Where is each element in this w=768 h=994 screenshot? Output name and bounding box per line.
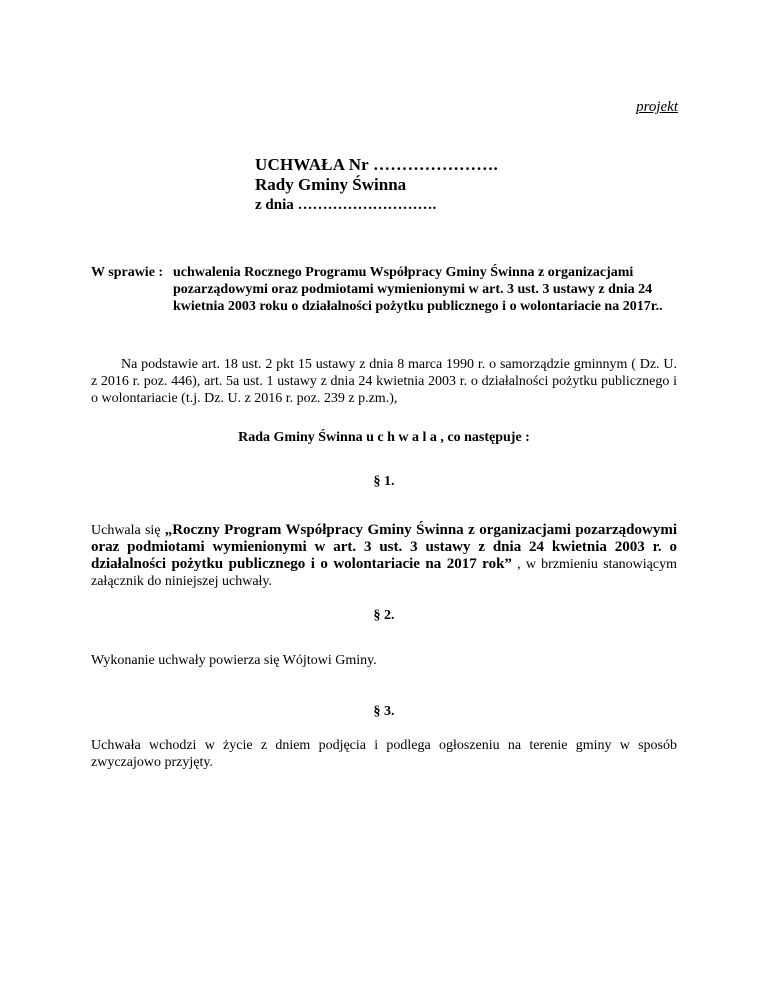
council-resolves-line: Rada Gminy Świnna u c h w a l a , co następuje : xyxy=(238,430,530,445)
paragraph-1-prefix: Uchwala się xyxy=(91,523,165,538)
subject-text: uchwalenia Rocznego Programu Współpracy Gminy Świnna z organizacjami pozarządowymi oraz podmiotami wymienionymi w art. 3 ust. 3 ustawy z dnia 24 kwietnia 2003 roku o działalności pożytku publicznego i o wolontariacie na 2017r.. xyxy=(173,265,663,314)
paragraph-1-suffix: , w brzmieniu stanowiącym załącznik do niniejszej uchwały. xyxy=(91,557,677,589)
paragraph-1-heading: § 1. xyxy=(373,474,395,489)
subject-label: W sprawie : xyxy=(91,265,164,280)
paragraph-1-text xyxy=(91,522,677,590)
resolution-number: UCHWAŁA Nr …………………. xyxy=(255,155,498,174)
paragraph-3-text: Uchwała wchodzi w życie z dniem podjęcia i podlega ogłoszeniu na terenie gminy w sposób zwyczajowo przyjęty. xyxy=(91,738,677,770)
program-title: „Roczny Program Współpracy Gminy Świnna z organizacjami pozarządowymi oraz podmiotami wymienionymi w art. 3 ust. 3 ustawy z dnia 24 kwietnia 2003 r. o działalności pożytku publicznego i o wolontariacie na 2017 rok” xyxy=(91,522,677,572)
paragraph-2-heading: § 2. xyxy=(373,608,395,623)
paragraph-3-heading: § 3. xyxy=(373,704,395,719)
resolution-date: z dnia ………………………. xyxy=(255,197,437,213)
resolution-title xyxy=(255,155,498,215)
projekt-label: projekt xyxy=(636,99,678,115)
paragraph-2-text: Wykonanie uchwały powierza się Wójtowi Gminy. xyxy=(91,653,377,668)
subject-block xyxy=(91,264,681,315)
legal-basis: Na podstawie art. 18 ust. 2 pkt 15 ustawy z dnia 8 marca 1990 r. o samorządzie gminnym ( Dz. U. z 2016 r. poz. 446), art. 5a ust. 1 ustawy z dnia 24 kwietnia 2003 r. o działalności pożytku publicznego i o wolontariacie (t.j. Dz. U. z 2016 r. poz. 239 z p.zm.), xyxy=(91,357,677,406)
council-name: Rady Gminy Świnna xyxy=(255,175,407,194)
